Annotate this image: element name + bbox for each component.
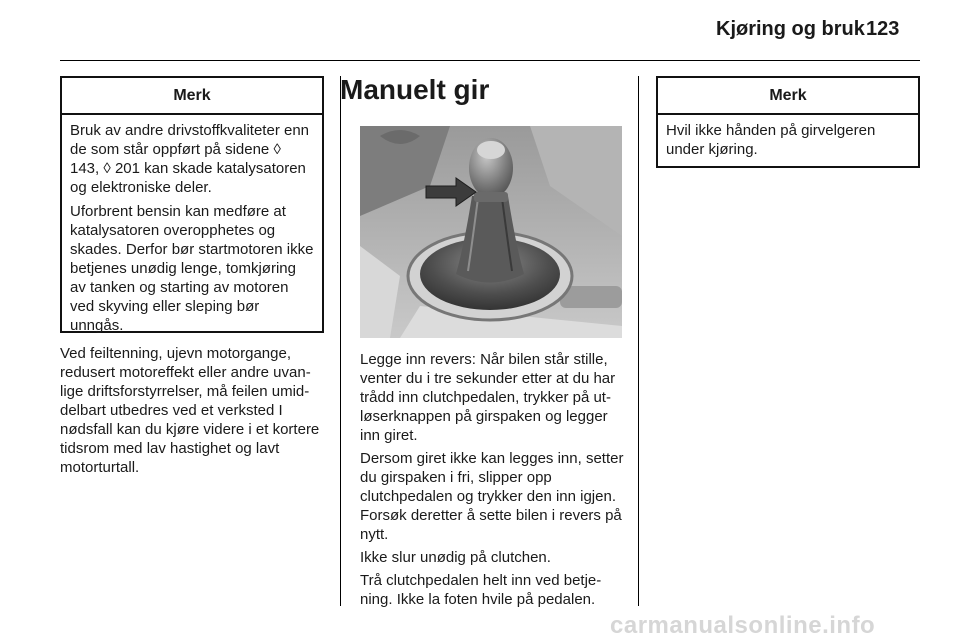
middle-paragraph-3: Ikke slur unødig på clutchen. [360,549,551,566]
left-note-paragraph-2: Uforbrent bensin kan medføre at katalysatoren overopphetes og skades. Derfor bør startmotoren ikke betjenes unødig lenge, tomkjøring av tanken og starting av motoren ved skyving eller sleping bør unngås. [70,203,314,334]
left-body-text [60,344,326,481]
section-title: Manuelt gir [340,74,490,105]
right-note-box [656,76,920,168]
middle-paragraph-1: Legge inn revers: Når bilen står stille, venter du i tre sekunder etter at du har trådd inn clutchpedalen, trykker på utløserknappen på girspaken og legger inn giret. [360,351,616,444]
gear-shifter-photo [360,126,622,338]
header-rule [60,60,920,61]
running-head-title: Kjøring og bruk [716,18,865,40]
left-note-paragraph-1: Bruk av andre drivstoffkvaliteter enn de som står oppført på sidene ◊ 143, ◊ 201 kan skade katalysatoren og elektroniske deler. [70,122,310,196]
column-divider-right [638,76,639,606]
middle-paragraph-4: Trå clutchpedalen helt inn ved betjening. Ikke la foten hvile på pedalen. [360,572,602,608]
middle-body-text [360,350,626,613]
middle-paragraph-2: Dersom giret ikke kan legges inn, setter du girspaken i fri, slipper opp clutchpedalen og trykker den inn igjen. Forsøk deretter å sette bilen i revers på nytt. [360,450,624,543]
watermark: carmanualsonline.info [610,612,876,639]
right-note-body [658,115,918,170]
left-note-body [62,115,322,346]
page-number: 123 [866,18,900,40]
left-note-heading: Merk [62,78,322,115]
left-body-paragraph: Ved feiltenning, ujevn motorgange, redusert motoreffekt eller andre uvanlige driftsforstyrrelser, må feilen umiddelbart utbedres ved et verksted I nødsfall kan du kjøre videre i et kortere tidsrom med lav hastighet og lavt motorturtall. [60,345,320,476]
right-note-paragraph: Hvil ikke hånden på girvelgeren under kjøring. [666,122,876,158]
right-note-heading: Merk [658,78,918,115]
column-divider-left [340,76,341,606]
left-note-box [60,76,324,333]
